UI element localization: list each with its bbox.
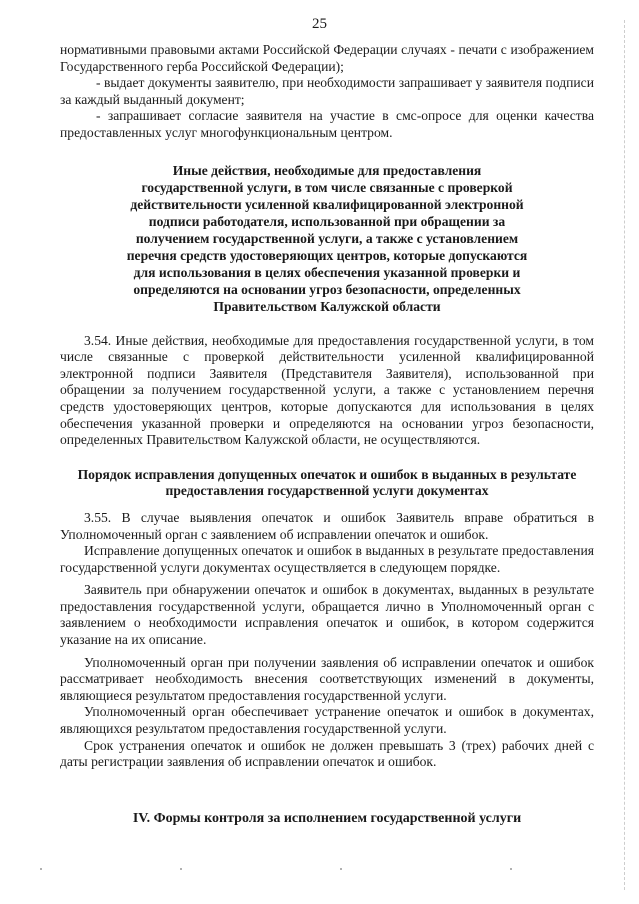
scan-noise (40, 868, 600, 872)
paragraph-applicant-request: Заявитель при обнаружении опечаток и ошибок в документах, выданных в результате предоставления государственной услуги, обращается лично в Уполномоченный орган с заявлением о необходимости исправления опечаток и ошибок, в котором содержится указание на их описание. (60, 582, 594, 648)
part-heading-iv: IV. Формы контроля за исполнением государственной услуги (132, 810, 522, 826)
paragraph-authority-fix: Уполномоченный орган обеспечивает устранение опечаток и ошибок в документах, являющихся результатом предоставления государственной услуги. (60, 704, 594, 737)
paragraph-correction-order: Исправление допущенных опечаток и ошибок в выданных в результате предоставления государственной услуги документах осуществляется в следующем порядке. (60, 543, 594, 575)
bullet-item-issue-documents: - выдает документы заявителю, при необходимости запрашивает у заявителя подписи за каждый выданный документ; (60, 75, 594, 107)
section-heading-other-actions: Иные действия, необходимые для предоставления государственной услуги, в том числе связанные с проверкой действительности усиленной квалифицированной электронной подписи работодателя, использованной при обращении за получением государственной услуги, а также с установлением перечня средств удостоверяющих центров, которые допускаются для использования в целях обеспечения указанной проверки и определяются на основании угроз безопасности, определенных Правительством Калужской области (126, 162, 528, 314)
document-body (60, 42, 594, 827)
bullet-item-sms-survey: - запрашивает согласие заявителя на участие в смс-опросе для оценки качества предоставленных услуг многофункциональным центром. (60, 108, 594, 140)
paragraph-3-55: 3.55. В случае выявления опечаток и ошибок Заявитель вправе обратиться в Уполномоченный орган с заявлением об исправлении опечаток и ошибок. (60, 509, 594, 542)
scan-edge (623, 20, 625, 890)
section-heading-corrections: Порядок исправления допущенных опечаток и ошибок в выданных в результате предоставления государственной услуги документах (77, 466, 577, 499)
page-number: 25 (312, 16, 327, 32)
paragraph-3-54: 3.54. Иные действия, необходимые для предоставления государственной услуги, в том числе связанные с проверкой действительности усиленной квалифицированной электронной подписи Заявителя (Представителя Заявителя), использованной при обращении за получением государственной услуги, а также с установлением перечня средств удостоверяющих центров, которые допускаются для использования в целях обеспечения указанной проверки и определяются на основании угроз безопасности, определенных Правительством Калужской области, не осуществляются. (60, 332, 594, 448)
paragraph-authority-review: Уполномоченный орган при получении заявления об исправлении опечаток и ошибок рассматривает необходимость внесения соответствующих изменений в документы, являющиеся результатом предоставления государственной услуги. (60, 654, 594, 703)
paragraph-continuation: нормативными правовыми актами Российской Федерации случаях - печати с изображением Государственного герба Российской Федерации); (60, 42, 594, 74)
paragraph-deadline: Срок устранения опечаток и ошибок не должен превышать 3 (трех) рабочих дней с даты регистрации заявления об исправлении опечаток и ошибок. (60, 737, 594, 770)
